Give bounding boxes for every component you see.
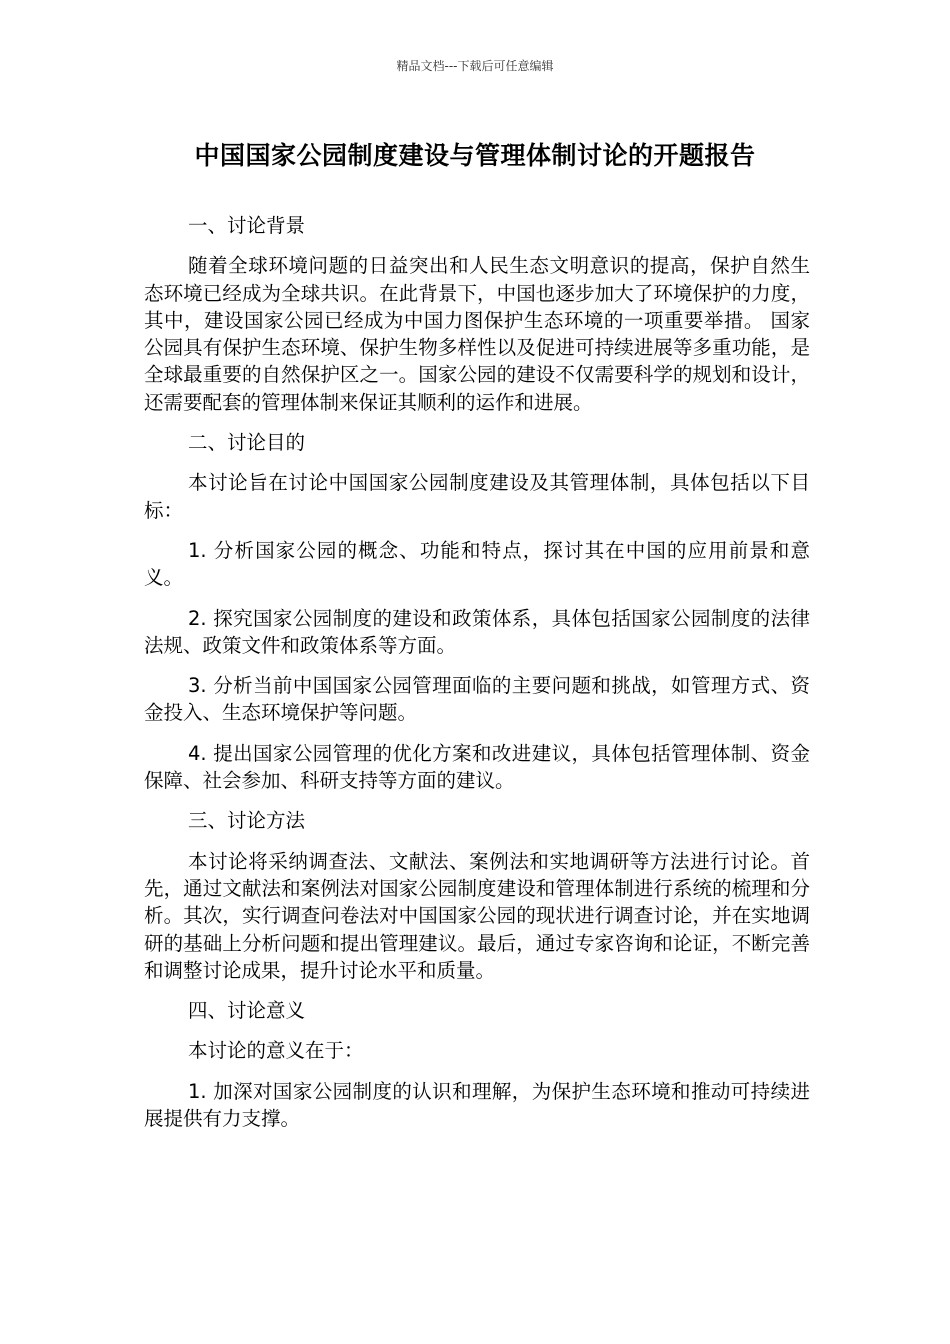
list-item-purpose-3: 3. 分析当前中国国家公园管理面临的主要问题和挑战，如管理方式、资金投入、生态环境保护等问题。 (144, 674, 810, 725)
document-title: 中国国家公园制度建设与管理体制讨论的开题报告 (194, 141, 756, 170)
section-heading-background: 一、讨论背景 (188, 214, 306, 237)
paragraph-significance-intro: 本讨论的意义在于： (188, 1039, 364, 1063)
section-heading-significance: 四、讨论意义 (188, 999, 306, 1023)
paragraph-method: 本讨论将采纳调查法、文献法、案例法和实地调研等方法进行讨论。首先，通过文献法和案例法对国家公园制度建设和管理体制进行系统的梳理和分析。其次，实行调查问卷法对中国国家公园的现状进行调查讨论，并在实地调研的基础上分析问题和提出管理建议。最后，通过专家咨询和论证，不断完善和调整讨论成果，提升讨论水平和质量。 (144, 849, 810, 982)
list-item-purpose-1: 1. 分析国家公园的概念、功能和特点，探讨其在中国的应用前景和意义。 (144, 538, 810, 590)
list-item-significance-1: 1. 加深对国家公园制度的认识和理解，为保护生态环境和推动可持续进展提供有力支撑。 (144, 1079, 810, 1131)
list-item-purpose-2: 2. 探究国家公园制度的建设和政策体系，具体包括国家公园制度的法律法规、政策文件和政策体系等方面。 (144, 606, 810, 657)
list-item-purpose-4: 4. 提出国家公园管理的优化方案和改进建议，具体包括管理体制、资金保障、社会参加、科研支持等方面的建议。 (144, 741, 810, 793)
paragraph-background: 随着全球环境问题的日益突出和人民生态文明意识的提高，保护自然生态环境已经成为全球共识。在此背景下，中国也逐步加大了环境保护的力度，其中，建设国家公园已经成为中国力图保护生态环境的一项重要举措。 国家公园具有保护生态环境、保护生物多样性以及促进可持续进展等多重功能，是全球最重要的自然保护区之一。国家公园的建设不仅需要科学的规划和设计，还需要配套的管理体制来保证其顺利的运作和进展。 (144, 254, 810, 414)
section-heading-purpose: 二、讨论目的 (188, 431, 306, 455)
paragraph-purpose-intro: 本讨论旨在讨论中国国家公园制度建设及其管理体制，具体包括以下目标： (144, 471, 810, 522)
section-heading-method: 三、讨论方法 (188, 809, 306, 833)
document-body (144, 212, 810, 1145)
header-note: 精品文档---下载后可任意编辑 (396, 59, 554, 73)
